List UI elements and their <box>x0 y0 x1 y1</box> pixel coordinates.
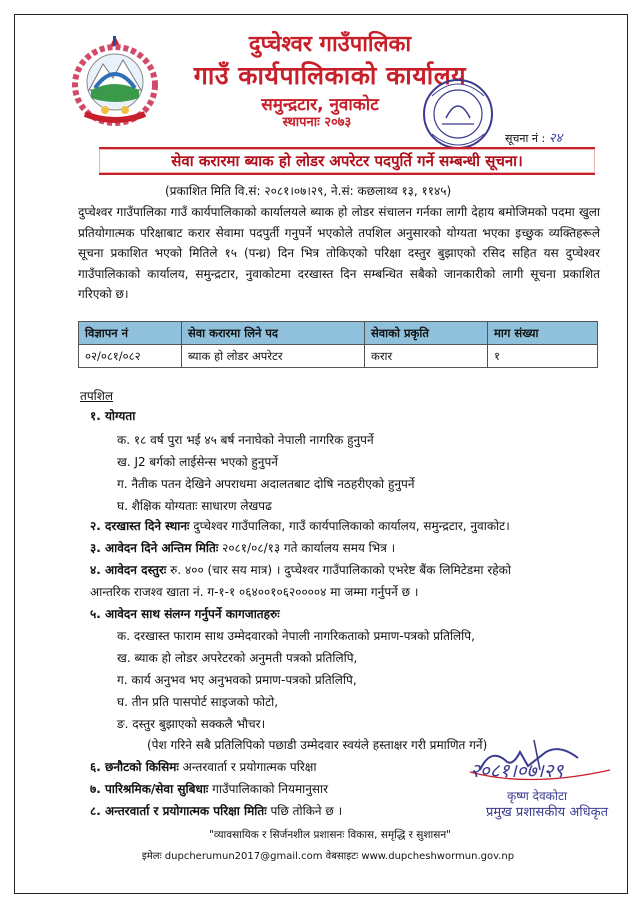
table-cell: करार <box>365 345 488 368</box>
selection-method-text: अन्तरवार्ता र प्रयोगात्मक परिक्षा <box>178 760 317 774</box>
details-title: तपशिल <box>80 389 114 403</box>
document-item: घ. तीन प्रति पासपोर्ट साइजको फोटो, <box>117 695 279 709</box>
deadline-label: ३. आवेदन दिने अन्तिम मितिः <box>90 541 219 555</box>
table-cell: १ <box>488 345 598 368</box>
office-address: समुन्द्रटार, नुवाकोट <box>261 95 379 115</box>
table-header-cell: विज्ञापन नं <box>79 322 182 345</box>
email-label: इमेलः <box>141 851 162 862</box>
table-cell: ०२/०८१/०८२ <box>79 345 182 368</box>
application-fee <box>90 561 511 578</box>
document-item: क. दरखास्त फाराम साथ उम्मेदवारको नेपाली नागरिकताको प्रमाण-पत्रको प्रतिलिपि, <box>117 629 475 643</box>
remuneration <box>90 780 328 797</box>
establishment-year: स्थापनाः २०७३ <box>282 115 352 130</box>
footer-motto: "व्यावसायिक र सिर्जनशील प्रशासनः विकास, समृद्धि र सुशासन" <box>209 829 451 841</box>
selection-method-label: ६. छनौटको किसिमः <box>90 760 179 774</box>
exam-date <box>90 802 342 819</box>
vacancy-table <box>78 321 598 368</box>
document-item: ग. कार्य अनुभव भए अनुभवको प्रमाण-पत्रको प्रतिलिपि, <box>117 673 357 687</box>
notice-title-banner <box>99 147 595 175</box>
website-link[interactable]: www.dupcheshwormun.gov.np <box>361 851 515 862</box>
exam-date-label: ८. अन्तरवार्ता र प्रयोगात्मक परिक्षा मितिः <box>90 804 267 818</box>
signature-date: २०८१।०७।२९ <box>470 760 564 782</box>
selection-method <box>90 758 316 775</box>
notice-number <box>505 128 562 146</box>
office-name: गाउँ कार्यपालिकाको कार्यालय <box>193 61 467 90</box>
signatory-name: कृष्ण देवकोटा <box>507 789 568 803</box>
footer-contact <box>118 848 538 862</box>
application-place-label: २. दरखास्त दिने स्थानः <box>90 519 190 533</box>
qualification-item: घ. शैक्षिक योग्यताः साधारण लेखपढ <box>117 499 272 513</box>
table-header-row <box>79 322 598 345</box>
documents-note: (पेश गरिने सबै प्रतिलिपिको पछाडी उम्मेदवार स्वयंले हस्ताक्षर गरी प्रमाणित गर्ने) <box>147 738 488 752</box>
signatory-title: प्रमुख प्रशासकीय अधिकृत <box>486 805 609 820</box>
email-link[interactable]: dupcherumun2017@gmail.com <box>164 851 323 862</box>
qualification-title: १. योग्यता <box>90 409 136 423</box>
table-header-cell: सेवाको प्रकृति <box>365 322 488 345</box>
remuneration-label: ७. पारिश्रमिक/सेवा सुबिधाः <box>90 782 209 796</box>
table-header-cell: सेवा करारमा लिने पद <box>182 322 365 345</box>
notice-number-value: २४ <box>548 131 563 146</box>
table-row <box>79 345 598 368</box>
notice-title: सेवा करारमा ब्याक हो लोडर अपरेटर पदपुर्ति गर्ने सम्बन्धी सूचना। <box>171 152 523 170</box>
notice-number-label: सूचना नं : <box>505 132 546 145</box>
application-place <box>90 517 510 534</box>
website-label: वेबसाइटः <box>325 851 359 862</box>
application-place-text: दुप्चेश्वर गाउँपालिका, गाउँ कार्यपालिकाको कार्यालय, समुन्द्रटार, नुवाकोट। <box>189 519 510 533</box>
intro-paragraph: दुप्चेश्वर गाउँपालिका गाउँ कार्यपालिकाको कार्यालयले ब्याक हो लोडर संचालन गर्नका लागी देहाय बमोजिमको पदमा खुला प्रतियोगात्मक परिक्षाबाट करार सेवामा पदपुर्ती गनुपर्ने भएकोले तपशिल अनुसारको योग्यता भएका इच्छुक व्यक्तिहरूले सूचना प्रकाशित भएको मितिले १५ (पन्ध्र) दिन भित्र तोकिएको परिक्षा दस्तुर बुझाएको रसिद सहित यस दुप्चेश्वर गाउँपालिकाको कार्यालय, समुन्द्रटार, नुवाकोटमा दरखास्त दिन सम्बन्धित सबैको जानकारीको लागी सूचना प्रकाशित गरिएको छ। <box>78 205 600 301</box>
table-cell: ब्याक हो लोडर अपरेटर <box>182 345 365 368</box>
qualification-item: क. १८ वर्ष पुरा भई ४५ बर्ष ननाघेको नेपाली नागरिक हुनुपर्ने <box>117 433 374 447</box>
publish-date: (प्रकाशित मिति वि.सं: २०८१।०७।२९, ने.सं: कछलाथ्व १३, ११४५) <box>165 184 452 198</box>
qualification-item: ख. J2 बर्गको लाईसेन्स भएको हुनुपर्ने <box>117 455 278 469</box>
application-fee-label: ४. आवेदन दस्तुरः <box>90 563 167 577</box>
application-fee-text: रु. ४०० (चार सय मात्र) । दुप्चेश्वर गाउँपालिकाको एभरेष्ट बैंक लिमिटेडमा रहेको <box>166 563 511 577</box>
qualification-item: ग. नैतीक पतन देखिने अपराधमा अदालतबाट दोषि नठहरीएको हुनुपर्ने <box>117 477 415 491</box>
application-fee-account: आन्तरिक राजश्व खाता नं. ग-१-१ ०६४००१०६२००००४ मा जम्मा गर्नुपर्ने छ । <box>90 585 419 599</box>
document-item: ङ. दस्तुर बुझाएको सक्कलै भौचर। <box>117 717 266 731</box>
document-item: ख. ब्याक हो लोडर अपरेटरको अनुमती पत्रको प्रतिलिपि, <box>117 651 358 665</box>
remuneration-text: गाउँपालिकाको नियमानुसार <box>208 782 329 796</box>
table-header-cell: माग संख्या <box>488 322 598 345</box>
documents-title: ५. आवेदन साथ संलग्न गर्नुपर्ने कागजातहरुः <box>90 607 280 621</box>
deadline <box>90 539 395 556</box>
office-stamp-icon <box>418 74 498 154</box>
municipality-name: दुप्चेश्वर गाउँपालिका <box>248 32 412 57</box>
exam-date-text: पछि तोकिने छ । <box>266 804 343 818</box>
deadline-text: २०८१/०८/१३ गते कार्यालय समय भित्र । <box>218 541 396 555</box>
